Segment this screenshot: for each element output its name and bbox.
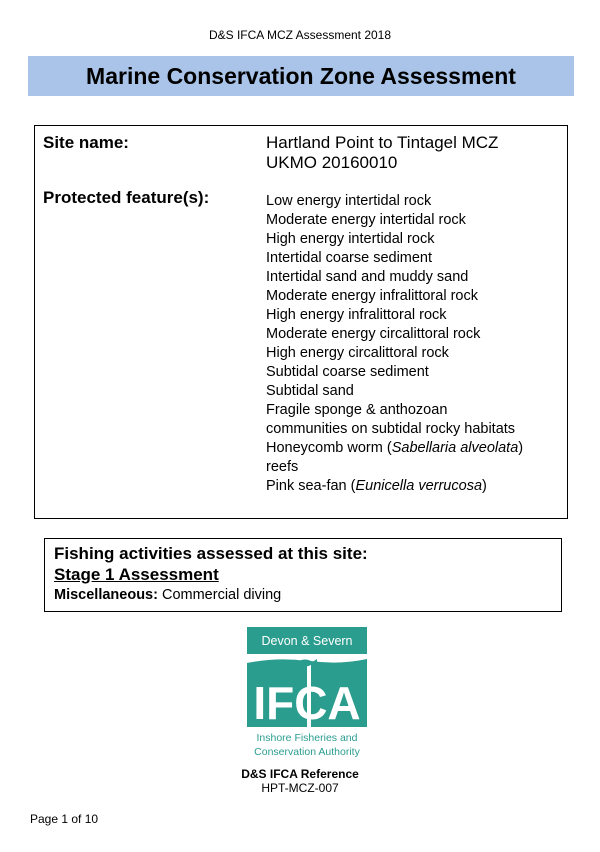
protected-feature-item: Low energy intertidal rock bbox=[266, 193, 432, 209]
protected-feature-item bbox=[266, 439, 564, 458]
protected-feature-item: Subtidal sand bbox=[266, 383, 354, 399]
protected-feature-item: High energy infralittoral rock bbox=[266, 307, 447, 323]
site-name-line: Hartland Point to Tintagel MCZ bbox=[266, 133, 499, 152]
feature-species-name: Sabellaria alveolata bbox=[391, 440, 519, 456]
protected-feature-item: Moderate energy circalittoral rock bbox=[266, 326, 481, 342]
protected-feature-item: High energy intertidal rock bbox=[266, 231, 435, 247]
feature-text: ) bbox=[482, 478, 487, 494]
reference-block bbox=[0, 767, 600, 795]
site-code-line: UKMO 20160010 bbox=[266, 153, 398, 172]
ifca-logo bbox=[247, 627, 367, 761]
feature-text: Pink sea-fan ( bbox=[266, 478, 356, 494]
feature-text: Honeycomb worm ( bbox=[266, 440, 392, 456]
activity-value: Commercial diving bbox=[161, 587, 282, 603]
protected-feature-item bbox=[266, 477, 564, 496]
document-header: D&S IFCA MCZ Assessment 2018 bbox=[208, 28, 392, 42]
protected-feature-item: High energy circalittoral rock bbox=[266, 345, 449, 361]
protected-feature-item: Fragile sponge & anthozoan bbox=[266, 402, 448, 418]
protected-feature-item: Intertidal sand and muddy sand bbox=[266, 269, 469, 285]
activity-label: Miscellaneous: bbox=[54, 587, 158, 603]
protected-feature-item: reefs bbox=[266, 459, 299, 475]
reference-title: D&S IFCA Reference bbox=[241, 767, 359, 781]
logo-sub-line-2: Conservation Authority bbox=[254, 746, 360, 758]
protected-features-list bbox=[266, 192, 564, 496]
protected-feature-item: Intertidal coarse sediment bbox=[266, 250, 433, 266]
protected-feature-item: Moderate energy infralittoral rock bbox=[266, 288, 478, 304]
fishing-activities-box bbox=[44, 538, 562, 612]
activity-line bbox=[54, 585, 561, 605]
logo-top-text: Devon & Severn bbox=[261, 634, 353, 648]
protected-feature-item: Subtidal coarse sediment bbox=[266, 364, 429, 380]
protected-feature-item: Moderate energy intertidal rock bbox=[266, 212, 466, 228]
protected-feature-item: communities on subtidal rocky habitats bbox=[266, 421, 516, 437]
feature-species-name: Eunicella verrucosa bbox=[355, 478, 483, 494]
site-info-box bbox=[34, 125, 568, 519]
protected-features-label: Protected feature(s): bbox=[43, 188, 210, 207]
reference-code: HPT-MCZ-007 bbox=[261, 781, 339, 795]
site-name-value bbox=[266, 133, 498, 173]
logo-sub-line-1: Inshore Fisheries and bbox=[256, 732, 358, 744]
page-number: Page 1 of 10 bbox=[30, 812, 99, 826]
site-name-label: Site name: bbox=[43, 133, 129, 152]
feature-text: ) bbox=[518, 440, 524, 456]
fishing-activities-title: Fishing activities assessed at this site: bbox=[54, 544, 368, 563]
logo-main-text: IFCA bbox=[253, 677, 361, 729]
page-title: Marine Conservation Zone Assessment bbox=[28, 56, 574, 96]
stage-heading: Stage 1 Assessment bbox=[54, 565, 219, 584]
